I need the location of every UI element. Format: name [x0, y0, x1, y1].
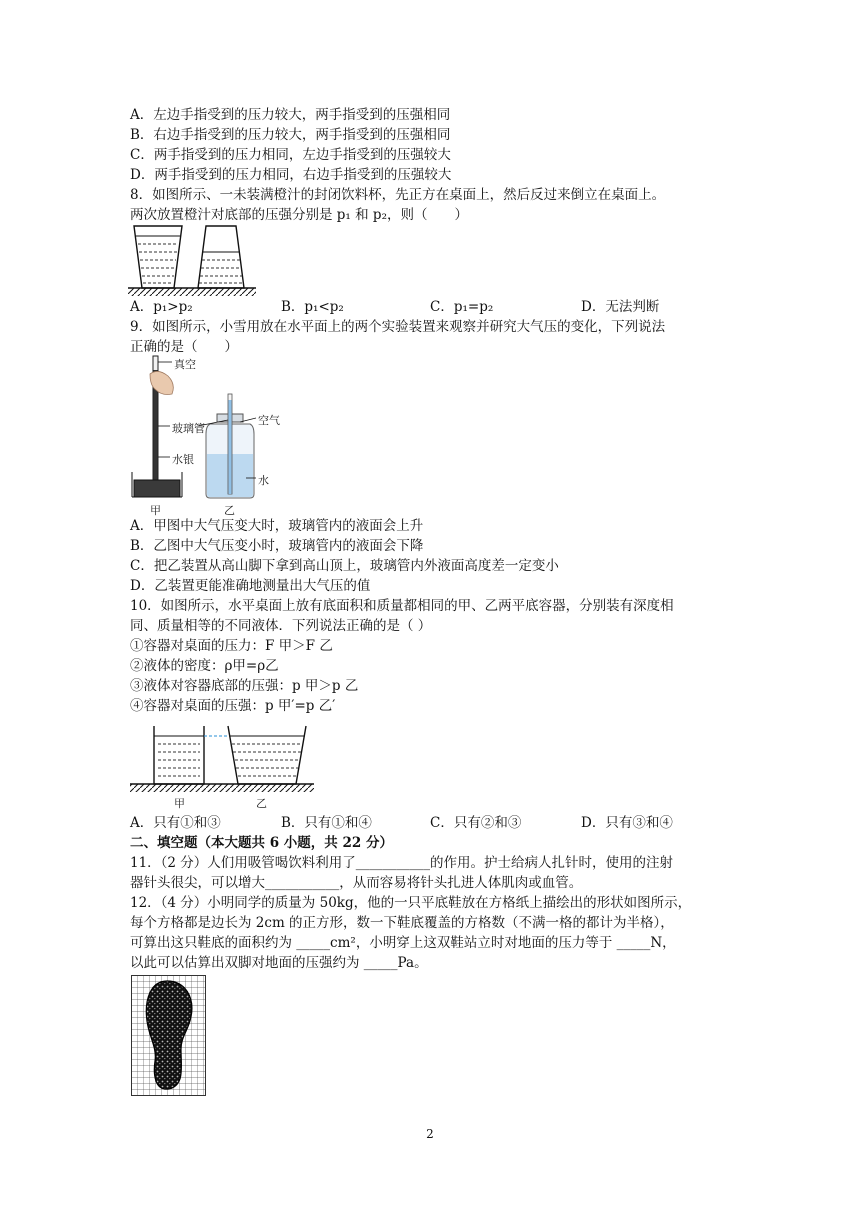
q8-stem-line-2: 两次放置橙汁对底部的压强分别是 p₁ 和 p₂，则（ ）	[130, 207, 468, 223]
q9-stem-line-2: 正确的是（ ）	[130, 339, 238, 355]
q10-option-d: D．只有③和④	[581, 815, 673, 831]
q10-statement-3: ③液体对容器底部的压强：p 甲＞p 乙	[130, 678, 359, 694]
label-vacuum: 真空	[174, 358, 196, 371]
q12-line-2: 每个方格都是边长为 2cm 的正方形，数一下鞋底覆盖的方格数（不满一格的都计为半格），	[130, 915, 674, 931]
section-2-heading: 二、填空题（本大题共 6 小题，共 22 分）	[130, 835, 393, 851]
q12-line-3: 可算出这只鞋底的面积约为 _____cm²，小明穿上这双鞋站立时对地面的压力等于 _____N，	[130, 935, 676, 951]
q7-option-d: D．两手指受到的压力相同，右边手指受到的压强较大	[130, 167, 452, 183]
label-mercury: 水银	[172, 453, 194, 466]
q10-option-b: B．只有①和④	[281, 815, 372, 831]
q9-stem-line-1: 9．如图所示，小雪用放在水平面上的两个实验装置来观察并研究大气压的变化，下列说法	[130, 319, 666, 335]
q10-option-c: C．只有②和③	[430, 815, 522, 831]
q10-statement-4: ④容器对桌面的压强：p 甲′=p 乙′	[130, 698, 336, 714]
q10-stem-line-1: 10．如图所示，水平桌面上放有底面积和质量都相同的甲、乙两平底容器，分别装有深度相	[130, 598, 674, 614]
label-glass-tube: 玻璃管	[172, 422, 205, 435]
q9-option-a: A．甲图中大气压变大时，玻璃管内的液面会上升	[130, 518, 424, 534]
q7-option-b: B．右边手指受到的压力较大，两手指受到的压强相同	[130, 127, 451, 143]
q8-cups-figure	[128, 222, 258, 298]
q10-statement-2: ②液体的密度：ρ甲=ρ乙	[130, 658, 279, 674]
q9-option-d: D．乙装置更能准确地测量出大气压的值	[130, 578, 371, 594]
label-water: 水	[258, 474, 269, 487]
q12-line-1: 12．（4 分）小明同学的质量为 50kg，他的一只平底鞋放在方格纸上描绘出的形状如图所示，	[130, 895, 692, 911]
q11-line-2: 器针头很尖，可以增大___________，从而容易将针头扎进人体肌肉或血管。	[130, 875, 583, 891]
q9-option-b: B．乙图中大气压变小时，玻璃管内的液面会下降	[130, 538, 424, 554]
q12-line-4: 以此可以估算出双脚对地面的压强约为 _____Pa。	[130, 955, 428, 971]
q10-statement-1: ①容器对桌面的压力：F 甲＞F 乙	[130, 638, 333, 654]
q8-option-d: D．无法判断	[581, 299, 660, 315]
q8-option-a: A．p₁>p₂	[130, 299, 193, 315]
label-yi: 乙	[224, 504, 235, 517]
q10-option-a: A．只有①和③	[130, 815, 221, 831]
q11-line-1: 11．（2 分）人们用吸管喝饮料利用了___________的作用。护士给病人扎针时，使用的注射	[130, 855, 674, 871]
q10-containers-figure	[128, 722, 318, 814]
q12-shoe-grid-figure	[131, 975, 207, 1097]
q8-option-b: B．p₁<p₂	[281, 299, 344, 315]
q9-barometer-figure	[128, 354, 288, 516]
label-container-yi: 乙	[256, 797, 267, 810]
label-air: 空气	[258, 414, 280, 427]
q8-option-c: C．p₁=p₂	[430, 299, 494, 315]
q9-option-c: C．把乙装置从高山脚下拿到高山顶上，玻璃管内外液面高度差一定变小	[130, 558, 559, 574]
q7-option-c: C．两手指受到的压力相同，左边手指受到的压强较大	[130, 147, 451, 163]
label-container-jia: 甲	[174, 797, 185, 810]
page-number: 2	[426, 1127, 434, 1141]
label-jia: 甲	[150, 504, 161, 517]
q8-stem-line-1: 8．如图所示、一未装满橙汁的封闭饮料杯，先正方在桌面上，然后反过来倒立在桌面上。	[130, 187, 666, 203]
q7-option-a: A．左边手指受到的压力较大，两手指受到的压强相同	[130, 107, 451, 123]
q10-stem-line-2: 同、质量相等的不同液体．下列说法正确的是（ ）	[130, 618, 432, 634]
